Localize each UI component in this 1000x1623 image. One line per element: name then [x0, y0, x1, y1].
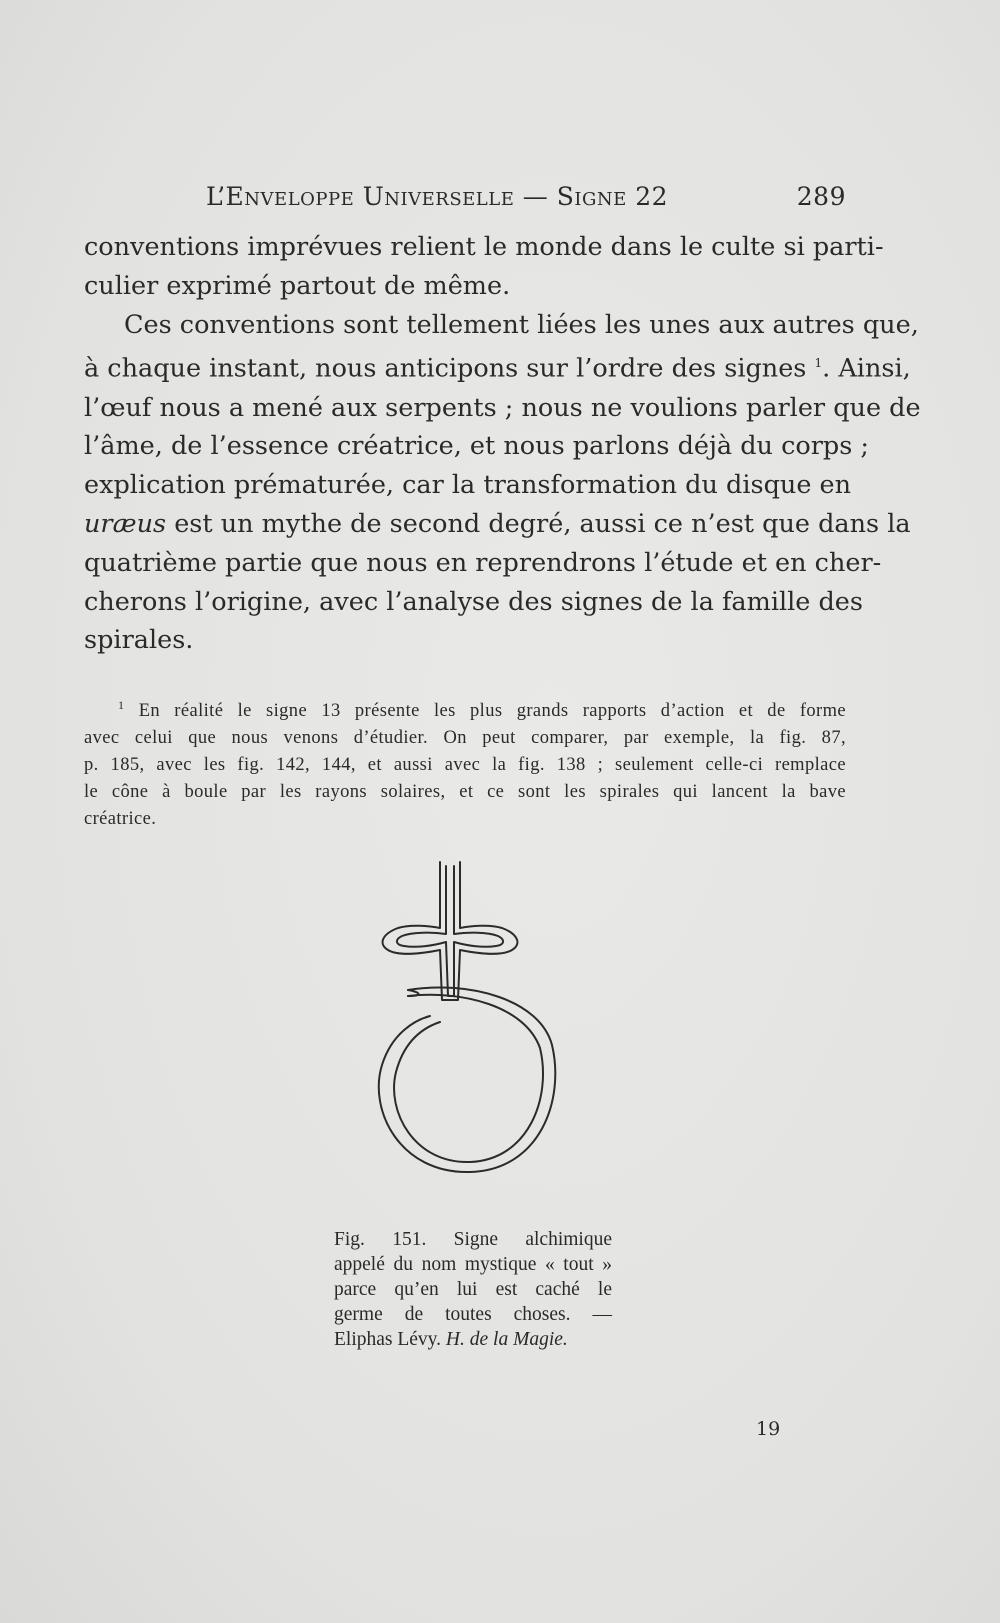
- body-text: [84, 228, 921, 660]
- footnote: [84, 692, 846, 833]
- figure-caption: [334, 1227, 612, 1352]
- caption-line: appelé du nom mystique « tout »: [334, 1254, 612, 1275]
- caption-work: H. de la Magie.: [445, 1329, 568, 1350]
- text-line: quatrième partie que nous en reprendrons l’étude et en cher-: [84, 547, 882, 578]
- footnote-line: p. 185, avec les fig. 142, 144, et aussi avec la fig. 138 ; seulement celle-ci remplace: [84, 755, 846, 776]
- signature-folio: 19: [756, 1418, 781, 1440]
- caption-line: germe de toutes choses. —: [334, 1304, 612, 1325]
- text-line: spirales.: [84, 625, 194, 656]
- cross-outline-outer: [383, 862, 518, 1000]
- footnote-line: créatrice.: [84, 809, 157, 830]
- text-segment: à chaque instant, nous anticipons sur l’ordre des signes: [84, 353, 807, 384]
- italic-word: uræus: [84, 509, 167, 540]
- footnote-line: avec celui que nous venons d’étudier. On peut comparer, par exemple, la fig. 87,: [84, 728, 846, 749]
- caption-source: [334, 1327, 612, 1352]
- running-title: L’Enveloppe Universelle — Signe 22: [206, 182, 669, 211]
- spiral-tip: [408, 990, 419, 996]
- text-line: explication prématurée, car la transformation du disque en: [84, 470, 852, 501]
- footnote-line: [84, 692, 846, 725]
- footnote-marker: 1: [118, 698, 125, 712]
- spiral-outer: [379, 987, 556, 1172]
- caption-author: Eliphas Lévy.: [334, 1329, 442, 1350]
- footnote-ref: 1: [814, 356, 823, 371]
- text-line: conventions imprévues relient le monde dans le culte si parti-: [84, 232, 884, 262]
- text-line: culier exprimé partout de même.: [84, 270, 511, 301]
- text-line-with-italic: [84, 505, 911, 544]
- footnote-line: le cône à boule par les rayons solaires, et ce sont les spirales qui lancent la bave: [84, 782, 846, 803]
- text-line-with-ref: [84, 344, 911, 388]
- spiral-inner: [394, 995, 543, 1162]
- text-line: cherons l’origine, avec l’analyse des signes de la famille des: [84, 586, 863, 617]
- text-segment: En réalité le signe 13 présente les plus grands rapports d’action et de forme: [138, 701, 847, 722]
- caption-line: Fig. 151. Signe alchimique: [334, 1229, 612, 1250]
- page-number: 289: [796, 182, 846, 211]
- text-segment: est un mythe de second degré, aussi ce n’est que dans la: [174, 509, 911, 540]
- text-line: l’âme, de l’essence créatrice, et nous parlons déjà du corps ;: [84, 431, 870, 462]
- cross-outline-inner: [397, 866, 503, 996]
- text-line: Ces conventions sont tellement liées les unes aux autres que,: [124, 309, 919, 340]
- running-header: [84, 182, 846, 222]
- text-segment: . Ainsi,: [822, 353, 911, 384]
- text-line: l’œuf nous a mené aux serpents ; nous ne voulions parler que de: [84, 392, 921, 423]
- alchemical-sign-icon: [360, 850, 600, 1230]
- alchemical-sign-figure: [360, 850, 600, 1230]
- caption-line: parce qu’en lui est caché le: [334, 1279, 612, 1300]
